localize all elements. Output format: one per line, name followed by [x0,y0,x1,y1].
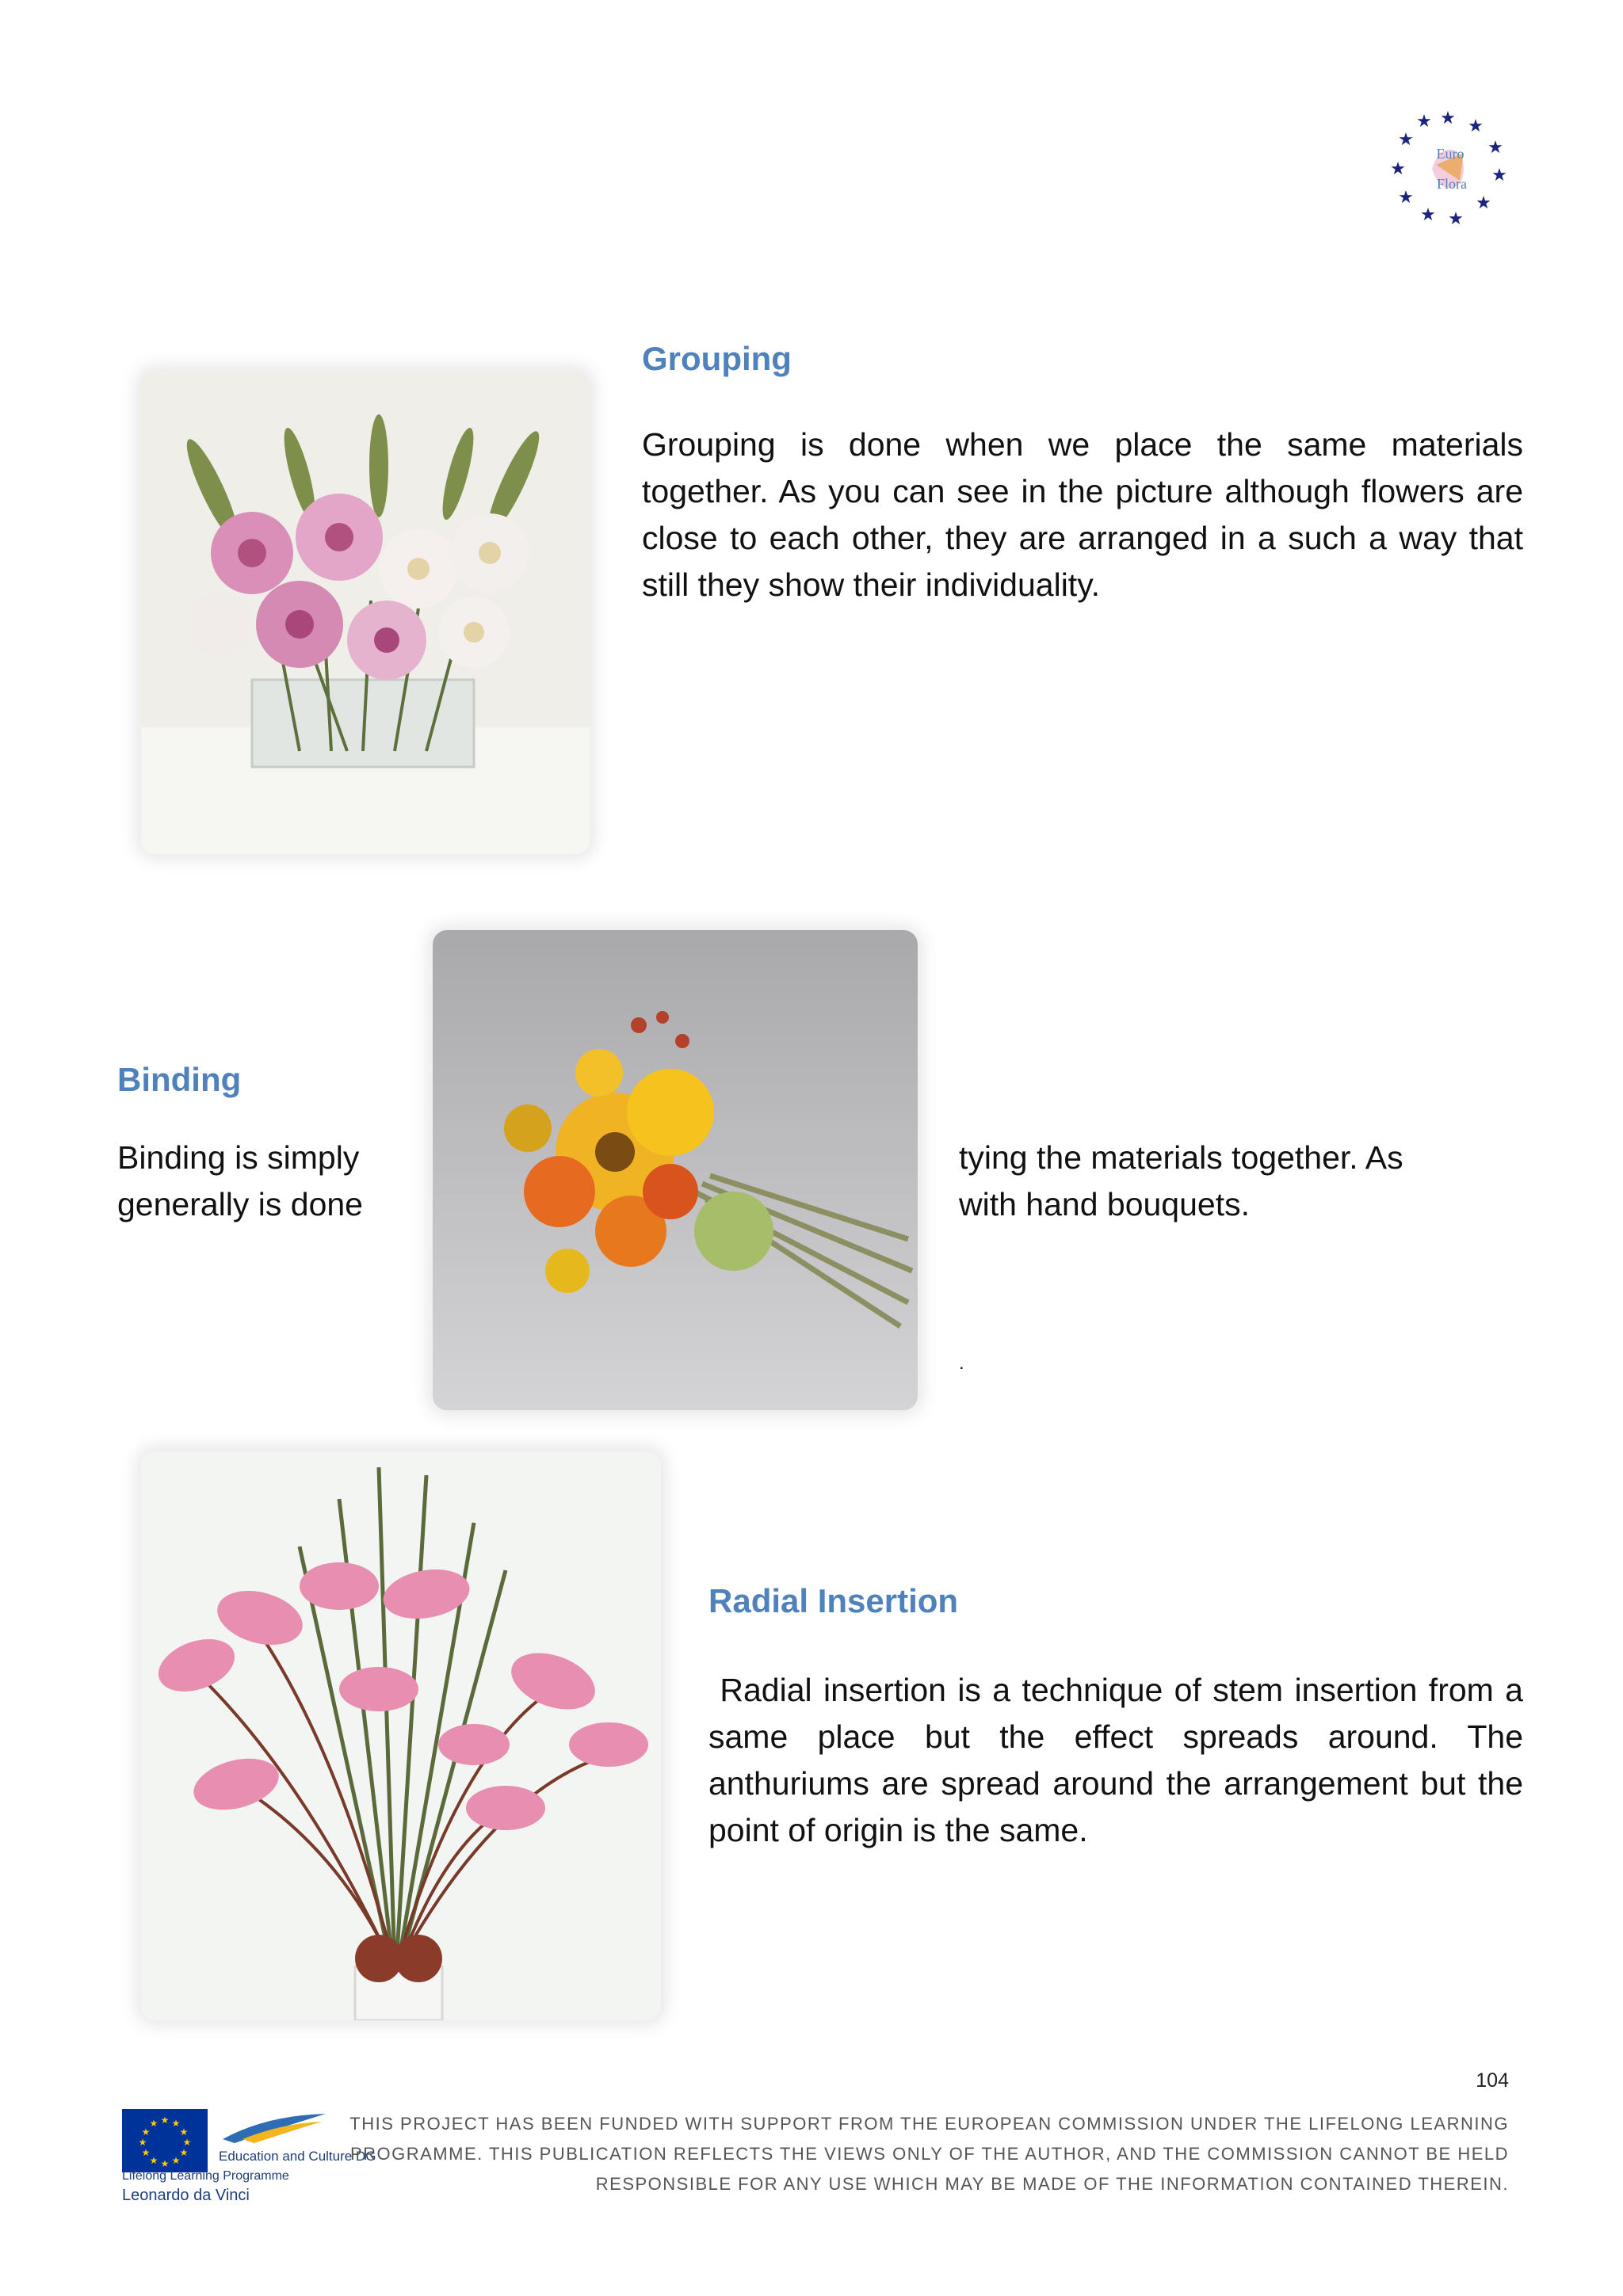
svg-text:★: ★ [179,2147,189,2158]
binding-text-left-2: generally is done [117,1186,363,1222]
svg-text:★: ★ [1448,209,1464,228]
svg-text:★: ★ [149,2118,158,2129]
radial-insertion-paragraph: Radial insertion is a technique of stem insertion from a same place but the effect spreads around. The anthuriums are spread around the arrangement but the point of origin is the same. [708,1672,1533,1848]
eu-flag-icon [122,2109,208,2172]
svg-text:★: ★ [149,2155,158,2166]
grouping-heading: Grouping [642,340,792,377]
logo-text-euro: Euro [1436,146,1465,162]
svg-text:★: ★ [179,2126,189,2138]
svg-text:★: ★ [1398,130,1414,150]
euroflora-logo [1388,109,1507,228]
svg-text:★: ★ [171,2118,181,2129]
svg-text:★: ★ [171,2155,181,2166]
disclaimer-line-3: RESPONSIBLE FOR ANY USE WHICH MAY BE MADE OF THE INFORMATION CONTAINED THEREIN. [595,2174,1509,2194]
svg-text:★: ★ [141,2147,151,2158]
svg-text:★: ★ [1420,205,1436,225]
eu-label-leonardo: Leonardo da Vinci [122,2187,250,2204]
anthurium-arrangement-photo [141,1451,661,2020]
svg-text:★: ★ [1468,116,1484,136]
disclaimer-line-1: THIS PROJECT HAS BEEN FUNDED WITH SUPPORT FROM THE EUROPEAN COMMISSION UNDER THE LIFELONG LEARNING [349,2114,1509,2134]
svg-text:★: ★ [1416,112,1432,132]
funding-disclaimer [273,2109,1509,2199]
binding-heading: Binding [117,1061,242,1098]
svg-text:★: ★ [160,2158,170,2169]
svg-text:★: ★ [141,2126,151,2138]
eu-label-lifelong-learning: Lifelong Learning Programme [122,2169,289,2183]
disclaimer-line-2: PROGRAMME. THIS PUBLICATION REFLECTS THE VIEWS ONLY OF THE AUTHOR, AND THE COMMISSION CANNOT BE HELD [349,2144,1509,2164]
svg-text:★: ★ [160,2115,170,2126]
hand-bouquet-photo [433,930,918,1410]
svg-text:★: ★ [1390,159,1406,179]
svg-text:★: ★ [1491,166,1507,185]
radial-insertion-heading: Radial Insertion [708,1582,959,1619]
page-number: 104 [1476,2069,1509,2092]
grouping-paragraph: Grouping is done when we place the same materials together. As you can see in the picture although flowers are close to each other, they are arranged in a such a way that still they show their individuality. [642,426,1523,603]
svg-text:★: ★ [182,2137,192,2148]
binding-text-right-2: with hand bouquets. [959,1186,1250,1222]
binding-stray-dot: . [959,1352,964,1374]
svg-text:★: ★ [1398,188,1414,208]
svg-text:★: ★ [138,2137,147,2148]
binding-text-right-1: tying the materials together. As [959,1139,1403,1176]
lily-arrangement-photo [141,371,590,854]
svg-text:★: ★ [1476,193,1491,213]
svg-text:★: ★ [1487,138,1503,158]
binding-text-left-1: Binding is simply [117,1139,360,1176]
logo-text-flora: Flora [1437,176,1467,192]
eu-label-education-culture: Education and Culture DG [219,2149,376,2164]
svg-text:★: ★ [1440,109,1456,128]
